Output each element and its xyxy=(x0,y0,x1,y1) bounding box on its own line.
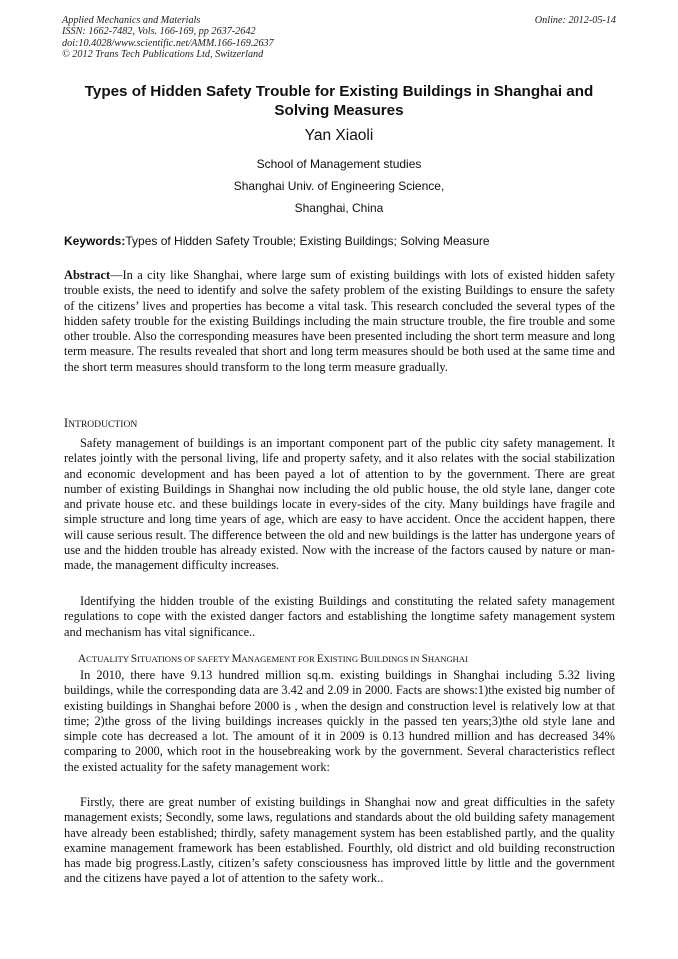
heading-smallcaps: ANAGEMENT FOR xyxy=(241,654,317,664)
abstract-label: Abstract xyxy=(64,268,111,282)
heading-smallcaps: CTUALITY xyxy=(86,654,131,664)
heading-smallcaps: UILDINGS IN xyxy=(367,654,422,664)
copyright-line: © 2012 Trans Tech Publications Ltd, Switzerland xyxy=(62,49,264,61)
online-date: Online: 2012-05-14 xyxy=(534,15,616,26)
title-line-2: Solving Measures xyxy=(274,102,404,119)
title-line-1: Types of Hidden Safety Trouble for Existing Buildings in Shanghai and xyxy=(84,83,594,100)
journal-header xyxy=(62,15,616,61)
author-name: Yan Xiaoli xyxy=(304,127,374,144)
heading-cap: M xyxy=(231,653,242,665)
doi-line: doi:10.4028/www.scientific.net/AMM.166-169.2637 xyxy=(62,37,274,49)
abstract xyxy=(64,268,615,375)
heading-rest: NTRODUCTION xyxy=(68,419,138,430)
heading-cap: B xyxy=(360,653,368,665)
heading-cap: E xyxy=(316,653,324,665)
heading-cap: A xyxy=(78,653,87,665)
issn-line: ISSN: 1662-7482, Vols. 166-169, pp 2637-2642 xyxy=(62,26,256,38)
affiliation-line-1: School of Management studies xyxy=(256,157,422,171)
heading-smallcaps: XISTING xyxy=(323,654,361,664)
actuality-paragraph-1: In 2010, there have 9.13 hundred million sq.m. existing buildings in Shanghai including 5.32 living buildings, while the corresponding data are 3.42 and 2.09 in 2000. Facts are shows:1)the existed big number of existing buildings in Shanghai before 2000 is , when the design and construction level is relatively low at that time; 2)the gross of the living buildings increases quickly in the passed ten years;3)the old style lane and simple cote has decreased a lot. The amount of it in 2009 is 0.13 hundred million and has decreased 34% comparing to 2000, which root in the housebreaking work by the government. Several characteristics reflect the existed actuality for the safety management work: xyxy=(64,668,615,774)
abstract-text: —In a city like Shanghai, where large sum of existing buildings with lots of existed hidden safety trouble exists, the need to identify and solve the safety problem of the existing Buildings to ensure the safety of the citizens’ lives and properties has become a vital task. This research concluded the several types of the hidden safety trouble for the existing Buildings including the main structure trouble, the fire trouble and some other trouble. Also the corresponding measures have been presented including the short term measure and long term measure. The results revealed that short and long term measures should be both used at the same time and the short term measures should transform to the long term measure gradually. xyxy=(64,268,615,374)
section-heading-actuality xyxy=(78,653,468,665)
keywords-text: Types of Hidden Safety Trouble; Existing Buildings; Solving Measure xyxy=(125,234,490,248)
affiliation-line-3: Shanghai, China xyxy=(294,201,384,215)
section-heading-introduction xyxy=(64,416,137,431)
keywords-label: Keywords: xyxy=(64,234,126,248)
heading-smallcaps: ITUATIONS OF SAFETY xyxy=(137,654,232,664)
journal-name: Applied Mechanics and Materials xyxy=(62,15,201,26)
heading-smallcaps: HANGHAI xyxy=(427,654,468,664)
intro-paragraph-2: Identifying the hidden trouble of the existing Buildings and constituting the related safety management regulations to cope with the existed danger factors and establishing the longtime safety management system and mechanism has vital significance.. xyxy=(64,594,615,639)
intro-paragraph-1: Safety management of buildings is an important component part of the public city safety management. It relates jointly with the personal living, life and property safety, and it also relates with the social stabilization and economic development and has been payed a lot of attention to by the government. There are great number of existing Buildings in Shanghai now including the old public house, the old style lane, danger cote and private house etc. and these buildings locate in every-sides of the city. Many buildings have fragile and simple structure and long time years of age, which are easy to have accident. Once the accident happen, there will cause serious result. The difference between the old and new buildings is the latter has undergone years of use and the hidden trouble has already existed. Now with the increase of the factors caused by nature or man-made, the management difficulty increases. xyxy=(64,436,615,573)
keywords xyxy=(64,234,616,248)
heading-cap: S xyxy=(421,653,428,665)
heading-cap: S xyxy=(130,653,138,665)
paper-title xyxy=(40,82,638,120)
heading-initial: I xyxy=(64,416,69,430)
affiliation-line-2: Shanghai Univ. of Engineering Science, xyxy=(233,179,445,193)
actuality-paragraph-2: Firstly, there are great number of existing buildings in Shanghai now and great difficulties in the safety management exists; Secondly, some laws, regulations and standards about the old building safety management have already been established; thirdly, safety management system has been established partly, and the quality examine management framework has been established. Fourthly, old district and old building reconstruction has made big progress.Lastly, citizen’s safety consciousness has improved little by little and the government and the citizens have payed a lot of attention to the safety work.. xyxy=(64,795,615,886)
